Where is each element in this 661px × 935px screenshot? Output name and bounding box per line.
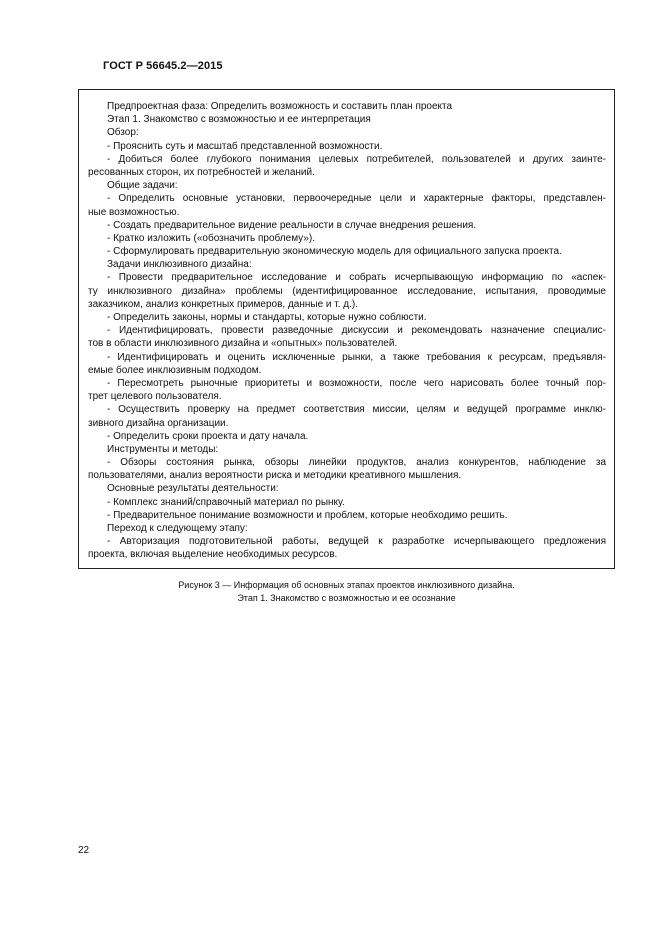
list-item: - Сформулировать предварительную экономическую модель для официального запуска проекта. [107, 246, 562, 258]
list-item: - Определить сроки проекта и дату начала. [107, 430, 309, 442]
list-item: - Провести предварительное исследование и собрать исчерпывающую информацию по «аспек- [107, 272, 606, 284]
list-item-continuation: ные возможностью. [88, 206, 180, 218]
list-item: - Авторизация подготовительной работы, ведущей к разработке исчерпывающего предложения [107, 536, 606, 548]
list-item-continuation: заказчиком, анализ конкретных примеров, данные и т. д.). [88, 298, 359, 310]
list-item: - Обзоры состояния рынка, обзоры линейки продуктов, анализ конкурентов, наблюдение за [107, 457, 606, 469]
list-item: - Идентифицировать и оценить исключенные рынки, а также требования к ресурсам, предъявля- [107, 351, 606, 363]
list-item: - Определить законы, нормы и стандарты, которые нужно соблюсти. [107, 312, 427, 323]
section-heading-results: Основные результаты деятельности: [107, 483, 279, 495]
list-item-continuation: зивного дизайна организации. [88, 417, 229, 429]
list-item: - Комплекс знаний/справочный материал по рынку. [107, 496, 345, 508]
phase-title: Предпроектная фаза: Определить возможность и составить план проекта [107, 101, 453, 112]
list-item: - Идентифицировать, провести разведочные дискуссии и рекомендовать назначение специалис- [107, 325, 606, 337]
list-item: - Добиться более глубокого понимания целевых потребителей, пользователей и других заинте- [107, 153, 606, 165]
figure-caption [78, 579, 615, 604]
stage-title: Этап 1. Знакомство с возможностью и ее интерпретация [107, 114, 371, 126]
list-item: - Осуществить проверку на предмет соответствия миссии, целям и ведущей программе инклю- [107, 404, 606, 416]
section-heading-overview: Обзор: [107, 127, 139, 139]
list-item-continuation: пользователями, анализ вероятности риска и методики креативного мышления. [88, 470, 462, 482]
section-heading-general-tasks: Общие задачи: [107, 180, 178, 192]
section-heading-inclusive-design-tasks: Задачи инклюзивного дизайна: [107, 259, 252, 271]
caption-line: Этап 1. Знакомство с возможностью и ее осознание [237, 592, 456, 603]
list-item-continuation: емые более инклюзивным подходом. [88, 364, 262, 376]
list-item-continuation: трет целевого пользователя. [88, 391, 222, 403]
list-item: - Определить основные установки, первоочередные цели и характерные факторы, представлен- [107, 193, 606, 205]
list-item: - Кратко изложить («обозначить проблему»). [107, 232, 315, 244]
document-header: ГОСТ Р 56645.2—2015 [103, 60, 223, 72]
page-number: 22 [78, 845, 90, 856]
caption-line: Рисунок 3 — Информация об основных этапах проектов инклюзивного дизайна. [178, 580, 515, 590]
list-item: - Предварительное понимание возможности и проблем, которые необходимо решить. [107, 509, 508, 521]
section-heading-next-stage: Переход к следующему этапу: [107, 523, 248, 534]
figure-frame [78, 89, 615, 569]
list-item-continuation: проекта, включая выделение необходимых ресурсов. [88, 549, 338, 561]
list-item: - Создать предварительное видение реальности в случае внедрения решения. [107, 219, 477, 231]
list-item-continuation: ресованных сторон, их потребностей и желаний. [88, 166, 315, 178]
list-item-continuation: ту инклюзивного дизайна» проблемы (идентифицированное исследование, испытания, проводимые [88, 285, 606, 297]
list-item-continuation: тов в области инклюзивного дизайна и «опытных» пользователей. [88, 338, 398, 350]
list-item: - Пересмотреть рыночные приоритеты и возможности, после чего нарисовать более точный пор- [107, 377, 606, 389]
section-heading-tools-methods: Инструменты и методы: [107, 443, 219, 455]
list-item: - Прояснить суть и масштаб представленной возможности. [107, 140, 383, 152]
